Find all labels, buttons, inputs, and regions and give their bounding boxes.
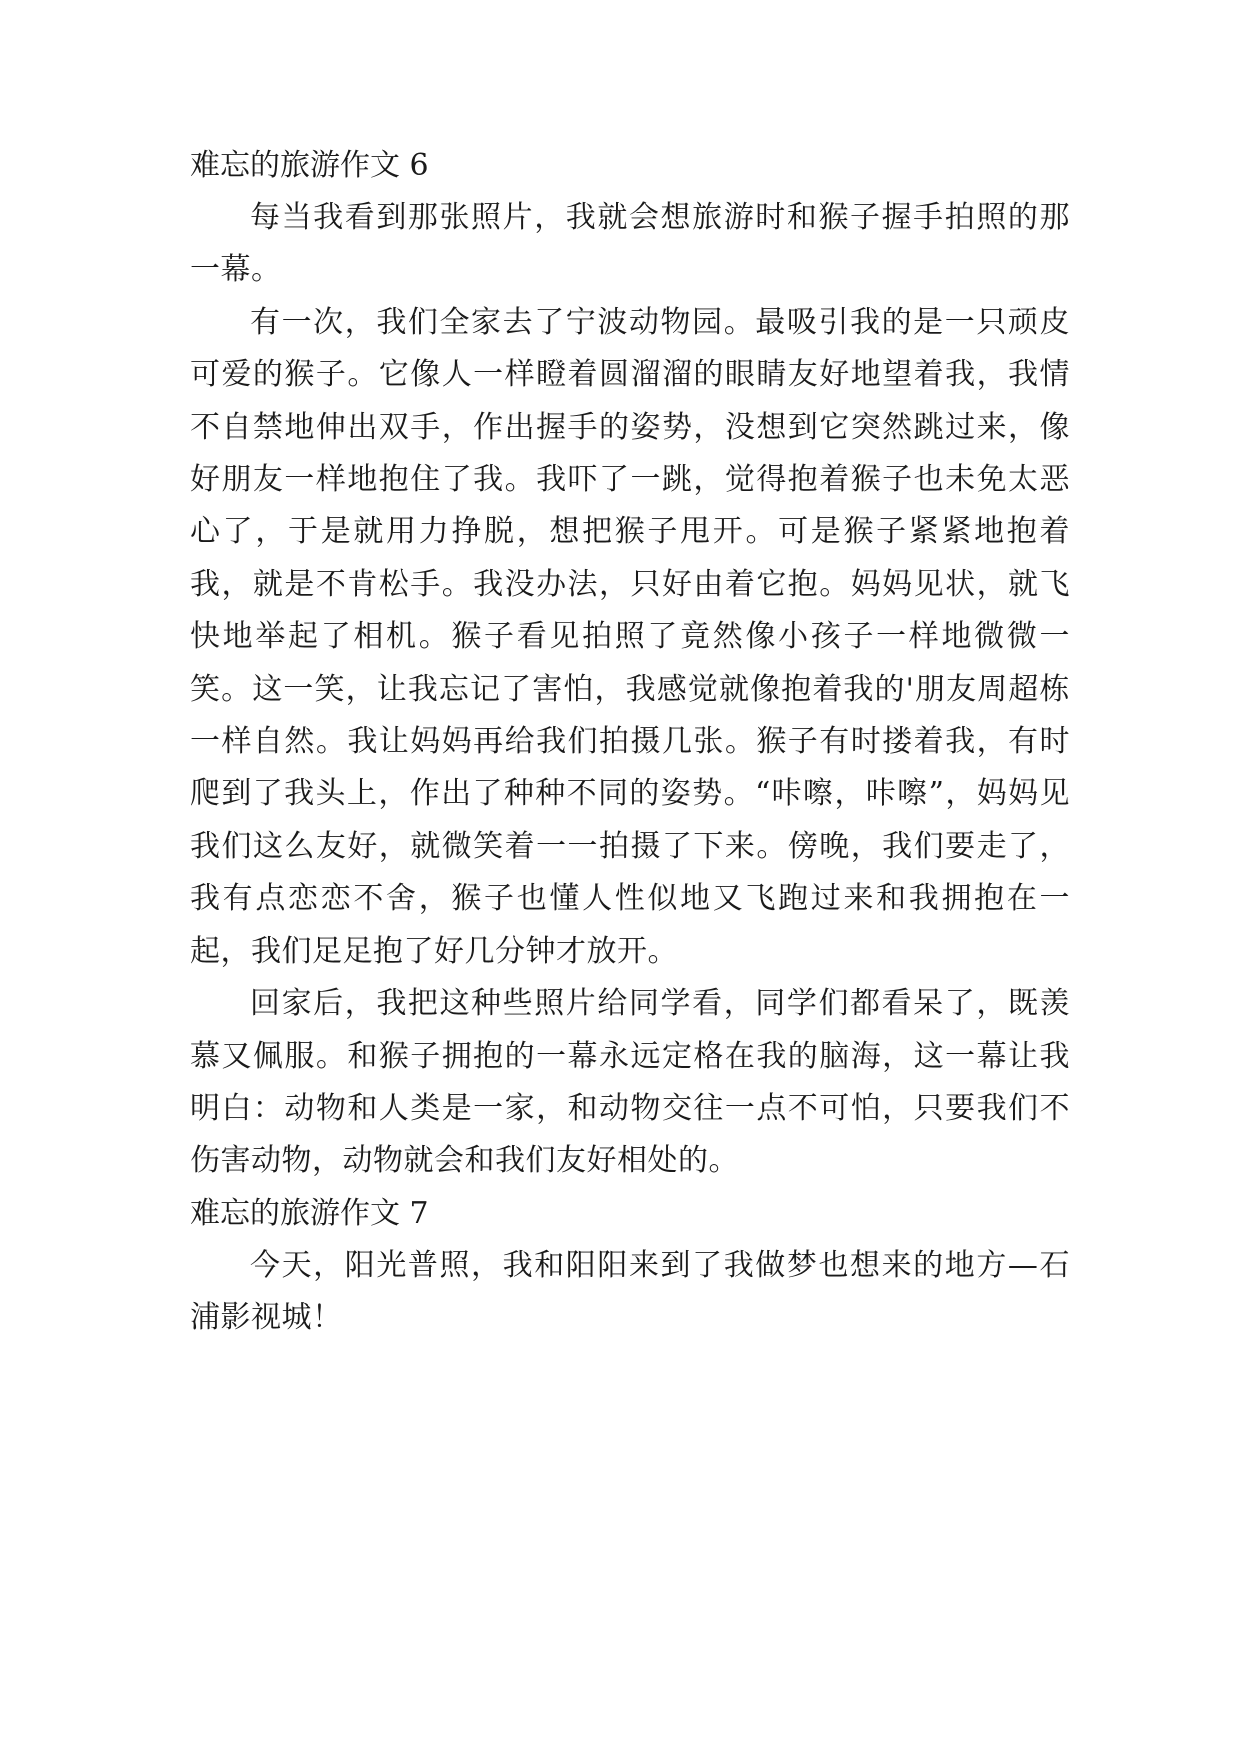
paragraph: 回家后，我把这种些照片给同学看，同学们都看呆了，既羡慕又佩服。和猴子拥抱的一幕永远定格在我的脑海，这一幕让我明白：动物和人类是一家，和动物交往一点不可怕，只要我们不伤害动物，动物就会和我们友好相处的。: [190, 986, 1070, 1179]
section-title: 难忘的旅游作文 7: [190, 1195, 429, 1231]
paragraph: 今天，阳光普照，我和阳阳来到了我做梦也想来的地方—石浦影视城！: [190, 1247, 1070, 1336]
paragraph: 有一次，我们全家去了宁波动物园。最吸引我的是一只顽皮可爱的猴子。它像人一样瞪着圆溜溜的眼睛友好地望着我，我情不自禁地伸出双手，作出握手的姿势，没想到它突然跳过来，像好朋友一样地抱住了我。我吓了一跳，觉得抱着猴子也未免太恶心了，于是就用力挣脱，想把猴子甩开。可是猴子紧紧地抱着我，就是不肯松手。我没办法，只好由着它抱。妈妈见状，就飞快地举起了相机。猴子看见拍照了竟然像小孩子一样地微微一笑。这一笑，让我忘记了害怕，我感觉就像抱着我的'朋友周超栋一样自然。我让妈妈再给我们拍摄几张。猴子有时搂着我，有时爬到了我头上，作出了种种不同的姿势。“咔嚓，咔嚓”，妈妈见我们这么友好，就微笑着一一拍摄了下来。傍晚，我们要走了，我有点恋恋不舍，猴子也懂人性似地又飞跑过来和我拥抱在一起，我们足足抱了好几分钟才放开。: [190, 304, 1070, 969]
document-content: [190, 140, 1070, 1345]
paragraph: 每当我看到那张照片，我就会想旅游时和猴子握手拍照的那一幕。: [190, 200, 1070, 288]
section-title: 难忘的旅游作文 6: [190, 148, 429, 183]
